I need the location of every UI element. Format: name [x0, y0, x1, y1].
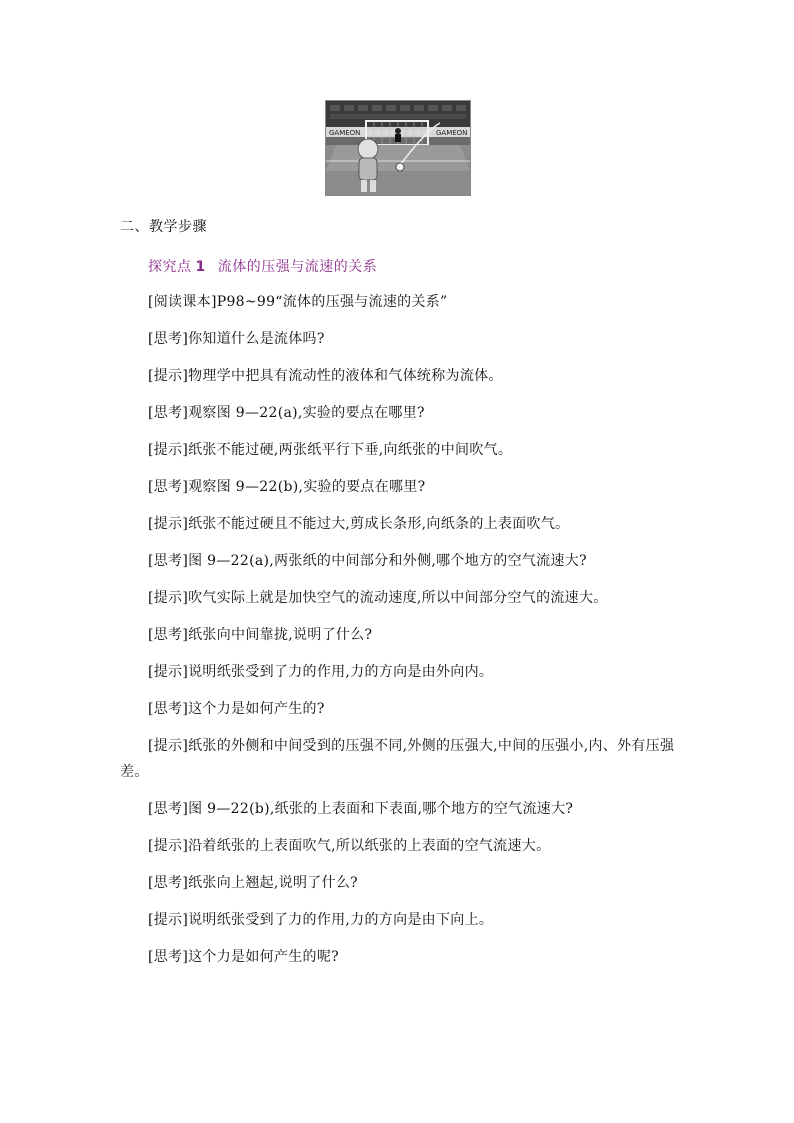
inquiry-number: 1: [195, 259, 206, 275]
paragraph: [思考]观察图 9—22(b),实验的要点在哪里?: [148, 479, 426, 495]
inquiry-point-title: [148, 256, 377, 276]
paragraph: [提示]纸张不能过硬,两张纸平行下垂,向纸张的中间吹气。: [148, 442, 513, 458]
paragraph: [提示]说明纸张受到了力的作用,力的方向是由下向上。: [148, 912, 494, 928]
section-heading: 二、教学步骤: [120, 219, 207, 235]
paragraph: [思考]图 9—22(b),纸张的上表面和下表面,哪个地方的空气流速大?: [148, 801, 574, 817]
banner-left-text: GAMEON: [329, 129, 361, 137]
paragraph: [提示]纸张不能过硬且不能过大,剪成长条形,向纸条的上表面吹气。: [148, 516, 570, 532]
soccer-illustration: [325, 100, 471, 196]
paragraph: [提示]沿着纸张的上表面吹气,所以纸张的上表面的空气流速大。: [148, 838, 551, 854]
paragraph: [提示]吹气实际上就是加快空气的流动速度,所以中间部分空气的流速大。: [148, 590, 608, 606]
paragraph: [思考]观察图 9—22(a),实验的要点在哪里?: [148, 405, 425, 421]
paragraph: [思考]图 9—22(a),两张纸的中间部分和外侧,哪个地方的空气流速大?: [148, 553, 587, 569]
paragraph: [提示]说明纸张受到了力的作用,力的方向是由外向内。: [148, 664, 494, 680]
paragraph: [思考]这个力是如何产生的呢?: [148, 949, 339, 965]
paragraph: [提示]纸张的外侧和中间受到的压强不同,外侧的压强大,中间的压强小,内、外有压强差。: [120, 738, 675, 780]
paragraph: [思考]这个力是如何产生的?: [148, 701, 325, 717]
paragraph: [阅读课本]P98~99“流体的压强与流速的关系”: [148, 294, 448, 310]
inquiry-topic: 流体的压强与流速的关系: [217, 259, 378, 275]
paragraph: [思考]纸张向中间靠拢,说明了什么?: [148, 627, 373, 643]
inquiry-label: 探究点: [148, 259, 192, 275]
banner-right-text: GAMEON: [436, 129, 468, 137]
soccer-scene-image: [326, 101, 470, 195]
paragraph: [思考]纸张向上翘起,说明了什么?: [148, 875, 358, 891]
paragraph: [思考]你知道什么是流体吗?: [148, 331, 325, 347]
paragraph: [提示]物理学中把具有流动性的液体和气体统称为流体。: [148, 368, 503, 384]
